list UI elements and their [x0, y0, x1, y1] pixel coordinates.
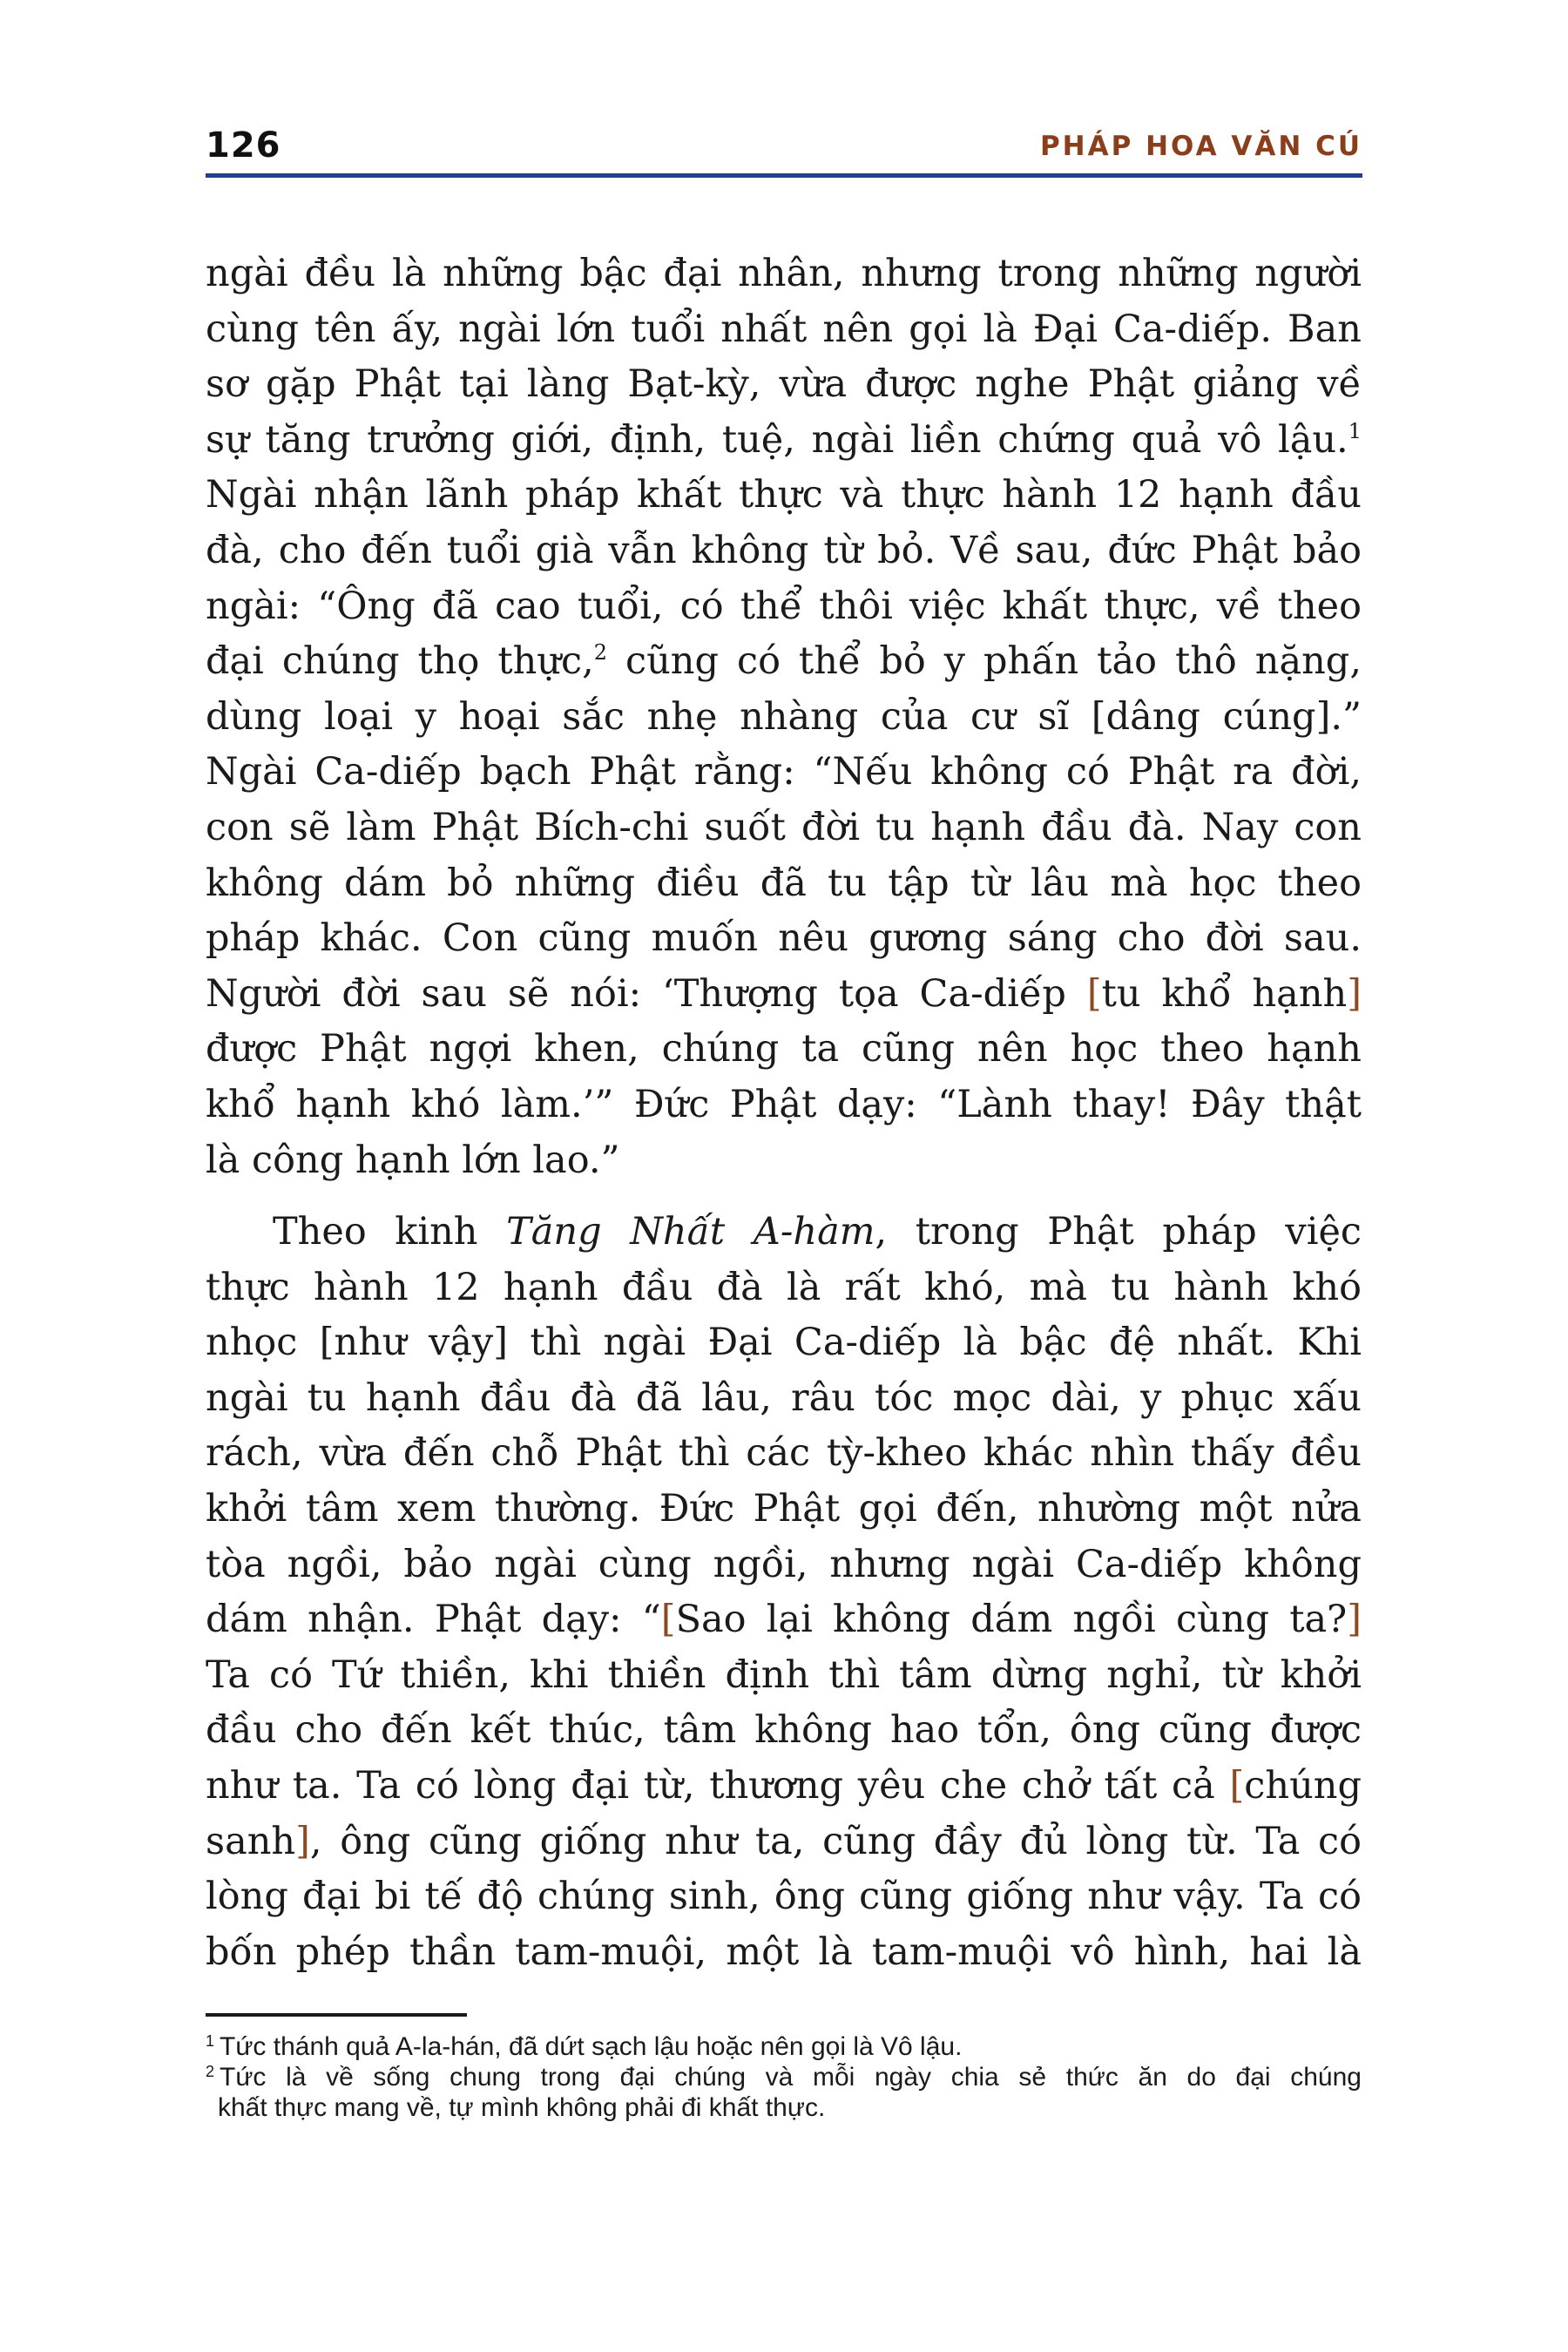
text-line	[206, 1022, 1362, 1078]
text-line	[206, 801, 1362, 856]
text-line	[206, 1371, 1362, 1427]
text-line	[206, 1869, 1362, 1925]
text-line	[206, 745, 1362, 801]
text-run: , trong Phật pháp việc	[875, 1210, 1362, 1254]
running-header	[206, 124, 1362, 167]
text-line	[206, 1759, 1362, 1815]
text-line	[206, 524, 1362, 579]
text-line	[206, 1648, 1362, 1704]
text-run: đà, cho đến tuổi già vẫn không từ bỏ. Về sau, đức Phật bảo	[206, 528, 1362, 572]
text-run: Sao lại không dám ngồi cùng ta?	[675, 1598, 1348, 1642]
text-run: thực hành 12 hạnh đầu đà là rất khó, mà tu hành khó	[206, 1265, 1362, 1309]
footnote-reference[interactable]: 2	[593, 640, 608, 666]
text-line	[206, 1426, 1362, 1482]
text-line	[206, 413, 1362, 469]
text-line	[206, 579, 1362, 635]
text-run: tòa ngồi, bảo ngài cùng ngồi, nhưng ngài Ca-diếp không	[206, 1542, 1362, 1586]
text-line	[206, 302, 1362, 358]
footnote-text: Tức thánh quả A-la-hán, đã dứt sạch lậu hoặc nên gọi là Vô lậu.	[220, 2032, 963, 2061]
editorial-bracket: ]	[295, 1819, 310, 1863]
text-line	[206, 856, 1362, 912]
text-run: khởi tâm xem thường. Đức Phật gọi đến, nhường một nửa	[206, 1487, 1362, 1531]
footnote-line	[206, 2031, 1362, 2062]
header-rule	[206, 173, 1362, 178]
book-title: PHÁP HOA VĂN CÚ	[1039, 131, 1362, 162]
text-line	[206, 1078, 1362, 1133]
text-line	[206, 690, 1362, 746]
text-line	[206, 1592, 1362, 1648]
text-run: lòng đại bi tế độ chúng sinh, ông cũng giống như vậy. Ta có	[206, 1875, 1362, 1919]
text-run: chúng	[1244, 1764, 1362, 1808]
footnotes	[206, 2031, 1362, 2123]
text-run: ngài đều là những bậc đại nhân, nhưng trong những người	[206, 252, 1362, 295]
editorial-bracket: [	[1086, 971, 1102, 1016]
text-line	[206, 911, 1362, 967]
text-line	[206, 1315, 1362, 1371]
paragraph	[206, 247, 1362, 1188]
text-run: cùng tên ấy, ngài lớn tuổi nhất nên gọi là Đại Ca-diếp. Ban	[206, 307, 1362, 351]
footnote-reference[interactable]: 1	[1348, 418, 1362, 443]
text-run: dám nhận. Phật dạy: “	[206, 1598, 661, 1642]
footnote-text: khất thực mang về, tự mình không phải đi khất thực.	[218, 2093, 826, 2122]
text-run: dùng loại y hoại sắc nhẹ nhàng của cư sĩ [dâng cúng].”	[206, 694, 1362, 739]
text-run: là công hạnh lớn lao.”	[206, 1138, 620, 1182]
editorial-bracket: ]	[1347, 1598, 1362, 1642]
text-run: ngài: “Ông đã cao tuổi, có thể thôi việc khất thực, về theo	[206, 584, 1362, 628]
text-run: đầu cho đến kết thúc, tâm không hao tổn, ông cũng được	[206, 1708, 1362, 1753]
text-line	[206, 1133, 1362, 1189]
italic-title: Tăng Nhất A-hàm	[506, 1210, 875, 1254]
text-line	[206, 1260, 1362, 1316]
text-line	[206, 1703, 1362, 1759]
text-run: Ta có Tứ thiền, khi thiền định thì tâm dừng nghỉ, từ khởi	[206, 1652, 1362, 1697]
text-run: sơ gặp Phật tại làng Bạt-kỳ, vừa được nghe Phật giảng về	[206, 362, 1362, 407]
footnote-line	[206, 2092, 1362, 2123]
text-line	[206, 1538, 1362, 1593]
text-run: bốn phép thần tam-muội, một là tam-muội vô hình, hai là	[206, 1930, 1362, 1974]
body-text	[206, 247, 1362, 1980]
text-run: được Phật ngợi khen, chúng ta cũng nên học theo hạnh	[206, 1027, 1362, 1071]
text-run: Ngài nhận lãnh pháp khất thực và thực hành 12 hạnh đầu	[206, 473, 1362, 517]
text-line	[206, 967, 1362, 1023]
paragraph	[206, 1205, 1362, 1980]
text-run: ngài tu hạnh đầu đà đã lâu, râu tóc mọc dài, y phục xấu	[206, 1375, 1362, 1420]
text-run: Người đời sau sẽ nói: ‘Thượng tọa Ca-diếp	[206, 971, 1087, 1016]
text-line	[206, 468, 1362, 524]
text-run: đại chúng thọ thực,	[206, 639, 594, 684]
text-line	[206, 634, 1362, 690]
footnote-rule	[206, 2013, 467, 2017]
editorial-bracket: ]	[1347, 971, 1362, 1016]
text-line	[206, 1205, 1362, 1260]
text-line	[206, 1925, 1362, 1981]
text-run: sự tăng trưởng giới, định, tuệ, ngài liền chứng quả vô lậu.	[206, 417, 1348, 462]
text-run: như ta. Ta có lòng đại từ, thương yêu che chở tất cả	[206, 1764, 1230, 1808]
footnote-number: 1	[206, 2032, 215, 2050]
text-line	[206, 357, 1362, 413]
text-run: nhọc [như vậy] thì ngài Đại Ca-diếp là bậc đệ nhất. Khi	[206, 1321, 1362, 1365]
footnote-text: Tức là về sống chung trong đại chúng và mỗi ngày chia sẻ thức ăn do đại chúng	[220, 2063, 1362, 2092]
text-run: pháp khác. Con cũng muốn nêu gương sáng cho đời sau.	[206, 916, 1362, 961]
editorial-bracket: [	[660, 1598, 676, 1642]
text-run: cũng có thể bỏ y phấn tảo thô nặng,	[607, 639, 1362, 684]
text-line	[206, 1815, 1362, 1870]
text-line	[206, 1482, 1362, 1538]
text-run: khổ hạnh khó làm.’” Đức Phật dạy: “Lành thay! Đây thật	[206, 1082, 1362, 1126]
text-run: Ngài Ca-diếp bạch Phật rằng: “Nếu không có Phật ra đời,	[206, 750, 1362, 794]
text-run: tu khổ hạnh	[1101, 971, 1348, 1016]
text-run: Theo kinh	[273, 1210, 507, 1254]
footnote-number: 2	[206, 2063, 215, 2080]
text-run: rách, vừa đến chỗ Phật thì các tỳ-kheo khác nhìn thấy đều	[206, 1431, 1362, 1476]
text-run: sanh	[206, 1819, 296, 1863]
paragraph-gap	[206, 1188, 1362, 1205]
text-line	[206, 247, 1362, 302]
text-run: không dám bỏ những điều đã tu tập từ lâu mà học theo	[206, 861, 1362, 905]
text-run: con sẽ làm Phật Bích-chi suốt đời tu hạnh đầu đà. Nay con	[206, 805, 1362, 849]
text-run: , ông cũng giống như ta, cũng đầy đủ lòng từ. Ta có	[309, 1819, 1362, 1863]
page-number: 126	[206, 125, 281, 166]
editorial-bracket: [	[1229, 1764, 1245, 1808]
footnote-line	[206, 2062, 1362, 2092]
